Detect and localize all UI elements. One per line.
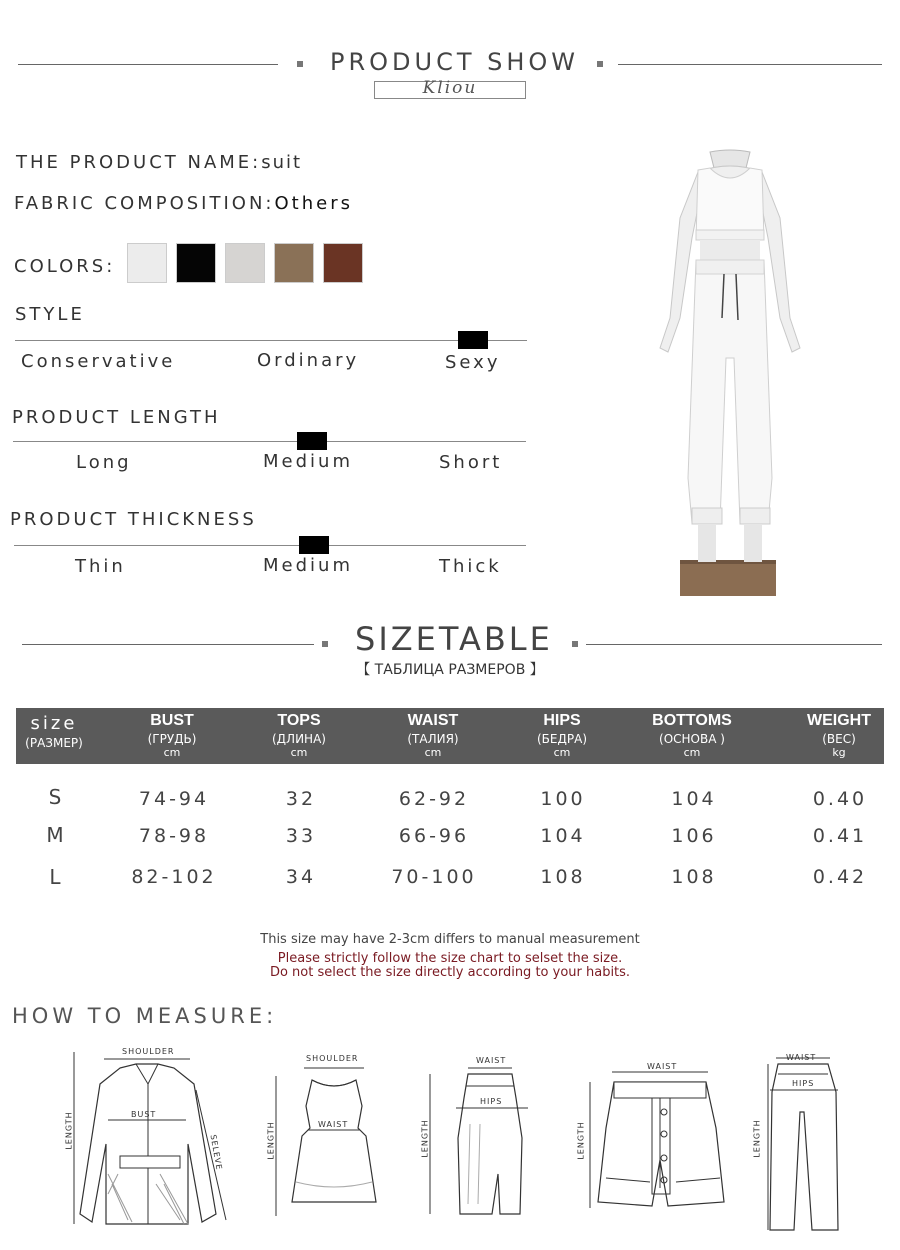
header-waist: WAIST (ТАЛИЯ) cm	[407, 712, 459, 759]
color-swatch-khaki[interactable]	[274, 243, 314, 283]
thickness-option-thick: Thick	[439, 556, 502, 577]
product-photo	[640, 148, 820, 598]
length-scale-marker	[297, 432, 327, 450]
header-size: size (РАЗМЕР)	[25, 713, 83, 750]
cell-waist: 62-92	[398, 788, 470, 810]
dress-waist-label: WAIST	[318, 1120, 349, 1129]
style-label: STYLE	[15, 304, 85, 325]
shorts-diagram	[572, 1068, 752, 1214]
color-swatch-brown[interactable]	[323, 243, 363, 283]
header-rule-right	[618, 64, 882, 65]
jacket-shoulder-label: SHOULDER	[122, 1047, 175, 1056]
sizetable-rule-left	[22, 644, 314, 645]
jacket-length-label: LENGTH	[64, 1111, 74, 1150]
cell-hips: 100	[540, 788, 586, 810]
header-tops: TOPS (ДЛИНА) cm	[272, 712, 326, 759]
thickness-option-thin: Thin	[75, 556, 126, 577]
header-hips: HIPS (БЕДРА) cm	[537, 712, 587, 759]
cell-weight: 0.42	[812, 866, 868, 888]
length-option-medium: Medium	[263, 451, 353, 472]
dress-diagram	[268, 1062, 378, 1222]
length-label: PRODUCT LENGTH	[12, 407, 221, 428]
style-scale-marker	[458, 331, 488, 349]
skirt-hips-label: HIPS	[480, 1097, 503, 1106]
sizetable-title: SIZETABLE	[355, 620, 553, 658]
style-option-conservative: Conservative	[21, 351, 176, 372]
cell-weight: 0.40	[812, 788, 868, 810]
sizetable-dot-left	[322, 641, 328, 647]
page-title: PRODUCT SHOW	[330, 48, 580, 76]
cell-bust: 78-98	[138, 825, 210, 847]
sizetable-header	[16, 708, 884, 764]
style-option-sexy: Sexy	[445, 352, 501, 373]
measure-title: HOW TO MEASURE:	[12, 1004, 278, 1028]
dress-shoulder-label: SHOULDER	[306, 1054, 359, 1063]
sizetable-subtitle: 【 ТАБЛИЦА РАЗМЕРОВ 】	[356, 662, 544, 678]
dress-length-label: LENGTH	[266, 1121, 276, 1160]
brand-name: Kliou	[422, 78, 478, 98]
color-swatch-white[interactable]	[127, 243, 167, 283]
style-option-ordinary: Ordinary	[257, 350, 360, 371]
length-scale-line	[13, 441, 526, 442]
cell-waist: 70-100	[391, 866, 477, 888]
cell-tops: 33	[285, 825, 317, 847]
color-swatch-grey[interactable]	[225, 243, 265, 283]
jacket-bust-label: BUST	[131, 1110, 157, 1119]
note-habits: Do not select the size directly according to your habits.	[269, 965, 631, 980]
cell-hips: 104	[540, 825, 586, 847]
note-follow-chart: Please strictly follow the size chart to selset the size.	[277, 951, 623, 966]
cell-bust: 74-94	[138, 788, 210, 810]
fabric-value: Others	[274, 193, 353, 214]
header-dot-right	[597, 61, 603, 67]
thickness-label: PRODUCT THICKNESS	[10, 509, 257, 530]
jacket-sleeve-label: SELEVE	[208, 1133, 224, 1172]
product-name-label: THE PRODUCT NAME:	[16, 152, 262, 173]
cell-weight: 0.41	[812, 825, 868, 847]
thickness-scale-marker	[299, 536, 329, 554]
cell-bottoms: 108	[671, 866, 717, 888]
colors-label: COLORS:	[14, 256, 116, 277]
skirt-waist-label: WAIST	[476, 1056, 507, 1065]
sizetable-dot-right	[572, 641, 578, 647]
color-swatch-black[interactable]	[176, 243, 216, 283]
cell-bottoms: 106	[671, 825, 717, 847]
pants-waist-label: WAIST	[786, 1053, 817, 1062]
cell-tops: 32	[285, 788, 317, 810]
cell-tops: 34	[285, 866, 317, 888]
fabric-row	[14, 193, 353, 214]
header-dot-left	[297, 61, 303, 67]
length-option-long: Long	[76, 452, 132, 473]
pants-length-label: LENGTH	[752, 1119, 762, 1158]
cell-bust: 82-102	[131, 866, 217, 888]
thickness-scale-line	[14, 545, 526, 546]
cell-bottoms: 104	[671, 788, 717, 810]
header-rule-left	[18, 64, 278, 65]
size-m: M	[46, 823, 64, 847]
size-l: L	[49, 865, 61, 889]
note-measurement: This size may have 2-3cm differs to manual measurement	[260, 932, 640, 947]
shorts-waist-label: WAIST	[647, 1062, 678, 1071]
product-name-row	[16, 152, 302, 173]
shorts-length-label: LENGTH	[576, 1121, 586, 1160]
skirt-diagram	[420, 1064, 540, 1224]
product-name-value: suit	[261, 152, 303, 173]
skirt-length-label: LENGTH	[420, 1119, 430, 1158]
size-s: S	[48, 785, 62, 809]
style-scale-line	[15, 340, 527, 341]
cell-hips: 108	[540, 866, 586, 888]
header-bust: BUST (ГРУДЬ) cm	[147, 712, 197, 759]
sizetable-rule-right	[586, 644, 882, 645]
fabric-label: FABRIC COMPOSITION:	[14, 193, 275, 214]
pants-hips-label: HIPS	[792, 1079, 815, 1088]
thickness-option-medium: Medium	[263, 555, 353, 576]
length-option-short: Short	[439, 452, 503, 473]
header-weight: WEIGHT (ВЕС) kg	[807, 712, 871, 759]
header-bottoms: BOTTOMS (ОСНОВА ) cm	[652, 712, 732, 759]
cell-waist: 66-96	[398, 825, 470, 847]
